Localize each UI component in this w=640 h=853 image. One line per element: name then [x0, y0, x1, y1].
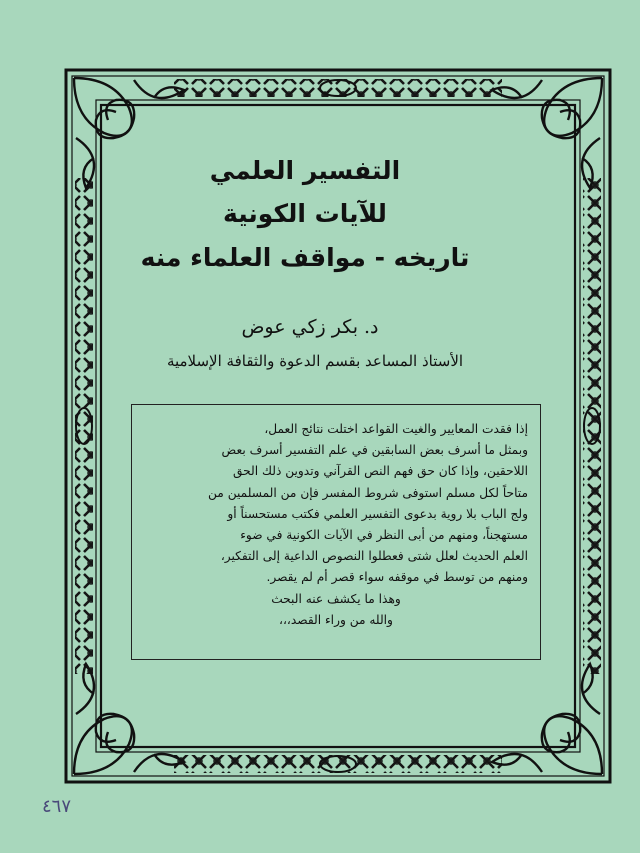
abstract-line: وهذا ما يكشف عنه البحث [271, 591, 401, 606]
abstract-line: ولج الباب بلا روية بدعوى التفسير العلمي فكتب مستحسناً أو [227, 506, 528, 521]
abstract-box [131, 404, 541, 660]
page-number: ٤٦٧ [42, 796, 72, 817]
abstract-line: متاحاً لكل مسلم استوفى شروط المفسر فإن من المسلمين من [208, 485, 528, 500]
abstract-line: ومنهم من توسط في موقفه سواء قصر أم لم يقصر. [266, 570, 528, 585]
abstract-line: والله من وراء القصد،،، [279, 612, 393, 627]
title-line-1: التفسير العلمي [209, 156, 401, 185]
abstract-line: وبمثل ما أسرف بعض السابقين في علم التفسير أسرف بعض [221, 443, 528, 458]
abstract-line: مستهجناً، ومنهم من أبى النظر في الآيات الكونية في ضوء [240, 528, 528, 543]
abstract-line: العلم الحديث لعلل شتى فعطلوا النصوص الداعية إلى التفكير، [220, 549, 528, 564]
author-affiliation: الأستاذ المساعد بقسم الدعوة والثقافة الإسلامية [166, 352, 464, 370]
title-line-3: تاريخه - مواقف العلماء منه [140, 243, 470, 272]
abstract-line: إذا فقدت المعايير والغيت القواعد اختلت نتائج العمل، [264, 422, 528, 436]
author-name: د. بكر زكي عوض [241, 316, 379, 338]
abstract-line: اللاحقين، وإذا كان حق فهم النص القرآني وتدوين ذلك الحق [232, 464, 528, 479]
title-line-2: للآيات الكونية [223, 199, 387, 228]
